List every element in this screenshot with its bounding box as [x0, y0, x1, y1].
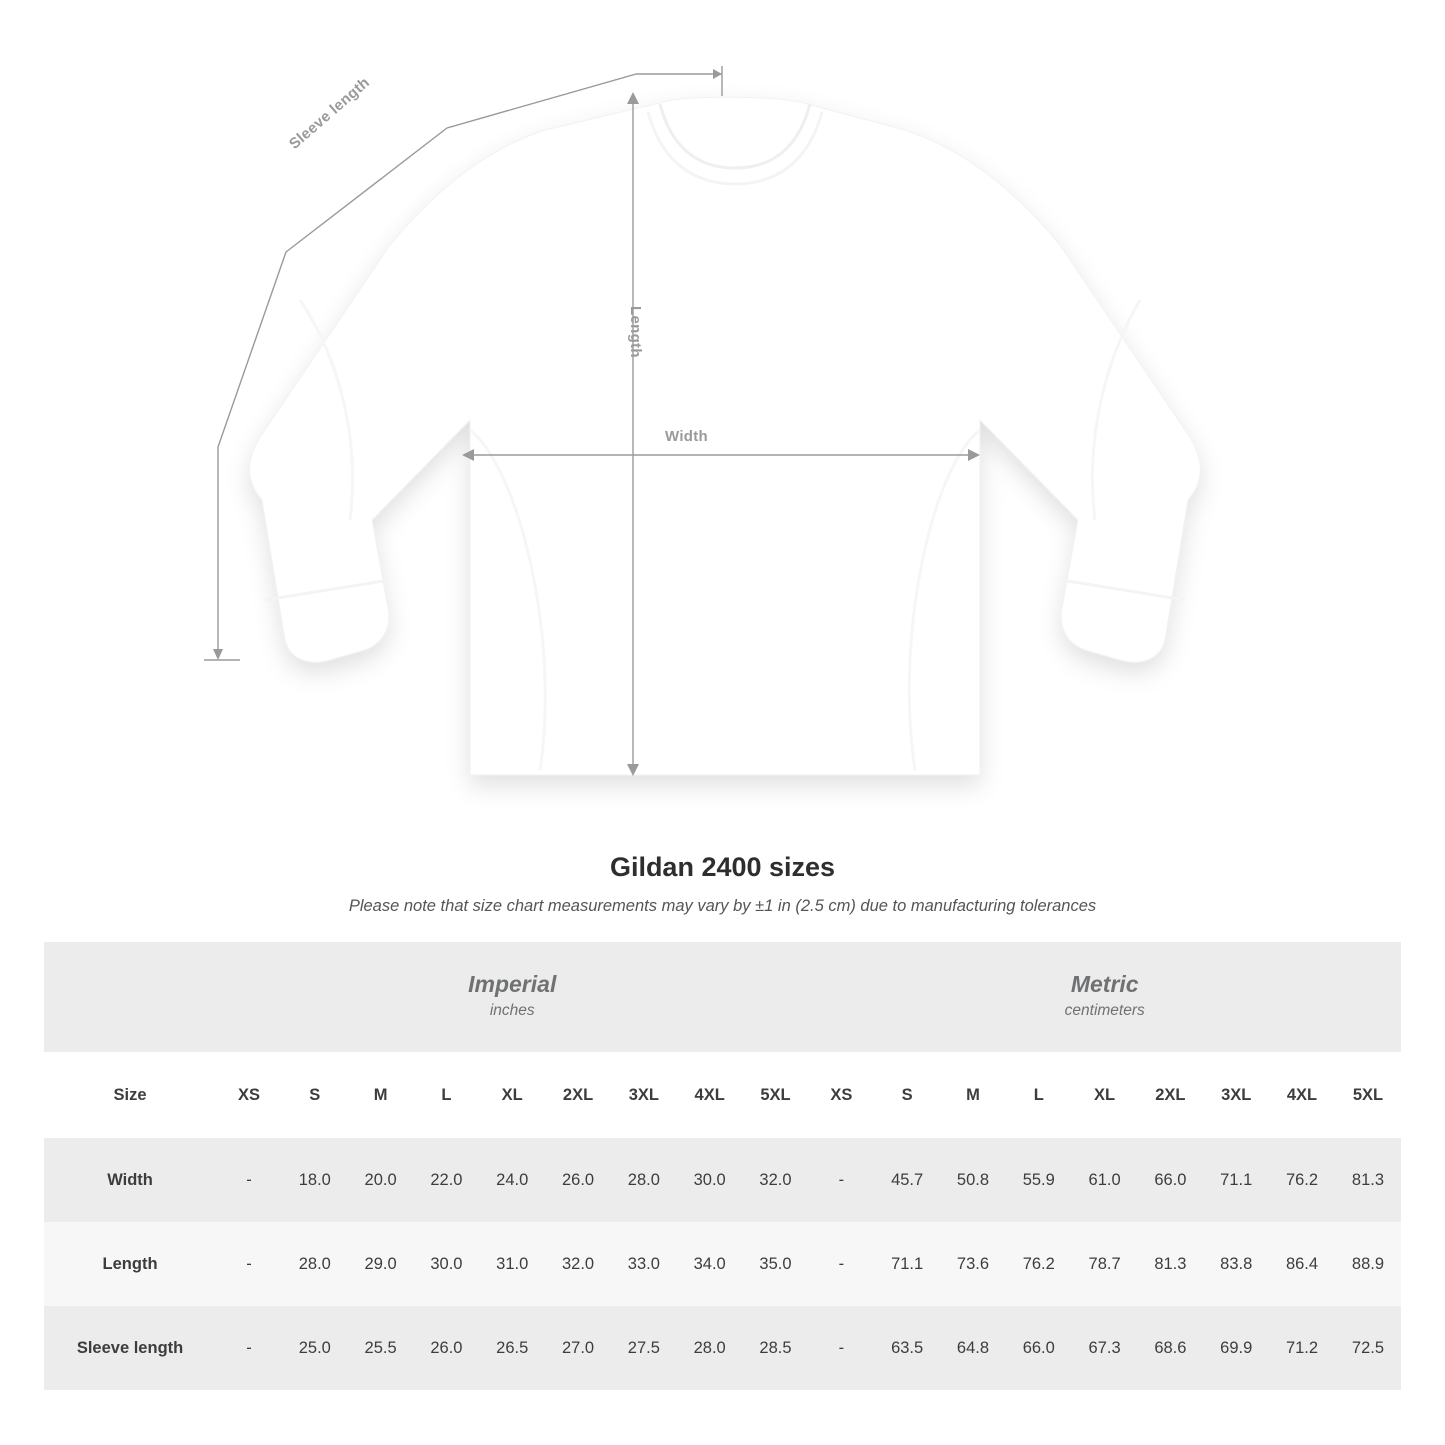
cell-width-imperial-3xl: 28.0 [611, 1138, 677, 1222]
cell-sleeve-metric-s: 63.5 [874, 1306, 940, 1390]
size-col-metric-xl: XL [1072, 1052, 1138, 1138]
cell-sleeve-metric-m: 64.8 [940, 1306, 1006, 1390]
cell-length-metric-2xl: 81.3 [1137, 1222, 1203, 1306]
cell-length-metric-3xl: 83.8 [1203, 1222, 1269, 1306]
unit-metric-name: Metric [1070, 971, 1139, 998]
cell-length-metric-4xl: 86.4 [1269, 1222, 1335, 1306]
size-col-metric-3xl: 3XL [1203, 1052, 1269, 1138]
cell-length-imperial-m: 29.0 [348, 1222, 414, 1306]
tolerance-note: Please note that size chart measurements may vary by ±1 in (2.5 cm) due to manufacturing tolerances [348, 897, 1097, 915]
cell-width-metric-m: 50.8 [940, 1138, 1006, 1222]
cell-width-imperial-2xl: 26.0 [545, 1138, 611, 1222]
table-row [44, 1138, 1401, 1222]
unit-imperial-name: Imperial [468, 971, 557, 998]
unit-imperial-sub: inches [489, 1001, 535, 1019]
size-col-imperial-m: M [348, 1052, 414, 1138]
size-col-imperial-xl: XL [479, 1052, 545, 1138]
size-col-imperial-l: L [414, 1052, 480, 1138]
cell-sleeve-imperial-xl: 26.5 [479, 1306, 545, 1390]
shirt-shape [250, 97, 1201, 775]
cell-width-imperial-5xl: 32.0 [743, 1138, 809, 1222]
cell-width-metric-xl: 61.0 [1072, 1138, 1138, 1222]
cell-width-metric-s: 45.7 [874, 1138, 940, 1222]
size-col-imperial-s: S [282, 1052, 348, 1138]
cell-width-metric-5xl: 81.3 [1335, 1138, 1401, 1222]
cell-length-imperial-4xl: 34.0 [677, 1222, 743, 1306]
unit-header-spacer [44, 942, 216, 1052]
cell-sleeve-imperial-4xl: 28.0 [677, 1306, 743, 1390]
cell-length-metric-m: 73.6 [940, 1222, 1006, 1306]
cell-sleeve-metric-4xl: 71.2 [1269, 1306, 1335, 1390]
cell-width-metric-3xl: 71.1 [1203, 1138, 1269, 1222]
size-col-metric-xs: XS [808, 1052, 874, 1138]
length-label: Length [627, 306, 644, 358]
cell-length-imperial-3xl: 33.0 [611, 1222, 677, 1306]
cell-sleeve-imperial-3xl: 27.5 [611, 1306, 677, 1390]
cell-width-imperial-l: 22.0 [414, 1138, 480, 1222]
unit-header-metric [808, 942, 1401, 1052]
cell-length-metric-xs: - [808, 1222, 874, 1306]
row-label-sleeve-length: Sleeve length [44, 1306, 216, 1390]
size-col-imperial-xs: XS [216, 1052, 282, 1138]
size-table [44, 942, 1401, 1390]
row-label-width: Width [44, 1138, 216, 1222]
cell-sleeve-imperial-5xl: 28.5 [743, 1306, 809, 1390]
cell-width-metric-l: 55.9 [1006, 1138, 1072, 1222]
cell-sleeve-imperial-m: 25.5 [348, 1306, 414, 1390]
cell-width-imperial-xs: - [216, 1138, 282, 1222]
title-block [0, 852, 1445, 916]
cell-length-metric-s: 71.1 [874, 1222, 940, 1306]
size-col-metric-l: L [1006, 1052, 1072, 1138]
size-col-metric-s: S [874, 1052, 940, 1138]
size-header-row [44, 1052, 1401, 1138]
cell-length-imperial-xl: 31.0 [479, 1222, 545, 1306]
unit-header-imperial [216, 942, 808, 1052]
cell-width-imperial-s: 18.0 [282, 1138, 348, 1222]
size-col-metric-2xl: 2XL [1137, 1052, 1203, 1138]
cell-length-imperial-5xl: 35.0 [743, 1222, 809, 1306]
cell-width-imperial-4xl: 30.0 [677, 1138, 743, 1222]
cell-sleeve-metric-3xl: 69.9 [1203, 1306, 1269, 1390]
cell-sleeve-imperial-l: 26.0 [414, 1306, 480, 1390]
sleeve-length-label: Sleeve length [286, 73, 374, 153]
cell-width-imperial-m: 20.0 [348, 1138, 414, 1222]
cell-width-imperial-xl: 24.0 [479, 1138, 545, 1222]
size-col-imperial-4xl: 4XL [677, 1052, 743, 1138]
size-col-metric-5xl: 5XL [1335, 1052, 1401, 1138]
table-row [44, 1222, 1401, 1306]
cell-sleeve-imperial-2xl: 27.0 [545, 1306, 611, 1390]
cell-length-imperial-l: 30.0 [414, 1222, 480, 1306]
size-col-imperial-5xl: 5XL [743, 1052, 809, 1138]
unit-metric-sub: centimeters [1064, 1001, 1145, 1019]
cell-sleeve-metric-l: 66.0 [1006, 1306, 1072, 1390]
cell-length-metric-xl: 78.7 [1072, 1222, 1138, 1306]
unit-header-row [44, 942, 1401, 1052]
width-label: Width [665, 428, 709, 445]
size-table-wrapper [44, 942, 1401, 1390]
cell-sleeve-metric-5xl: 72.5 [1335, 1306, 1401, 1390]
size-col-imperial-2xl: 2XL [545, 1052, 611, 1138]
size-col-metric-4xl: 4XL [1269, 1052, 1335, 1138]
cell-length-metric-5xl: 88.9 [1335, 1222, 1401, 1306]
row-label-length: Length [44, 1222, 216, 1306]
cell-width-metric-2xl: 66.0 [1137, 1138, 1203, 1222]
cell-length-imperial-xs: - [216, 1222, 282, 1306]
cell-length-metric-l: 76.2 [1006, 1222, 1072, 1306]
cell-sleeve-metric-xs: - [808, 1306, 874, 1390]
size-col-imperial-3xl: 3XL [611, 1052, 677, 1138]
cell-length-imperial-s: 28.0 [282, 1222, 348, 1306]
cell-sleeve-imperial-s: 25.0 [282, 1306, 348, 1390]
cell-sleeve-metric-xl: 67.3 [1072, 1306, 1138, 1390]
size-header-label: Size [44, 1052, 216, 1138]
cell-width-metric-xs: - [808, 1138, 874, 1222]
cell-length-imperial-2xl: 32.0 [545, 1222, 611, 1306]
cell-sleeve-imperial-xs: - [216, 1306, 282, 1390]
size-col-metric-m: M [940, 1052, 1006, 1138]
cell-width-metric-4xl: 76.2 [1269, 1138, 1335, 1222]
page-title: Gildan 2400 sizes [609, 852, 836, 882]
cell-sleeve-metric-2xl: 68.6 [1137, 1306, 1203, 1390]
table-row [44, 1306, 1401, 1390]
